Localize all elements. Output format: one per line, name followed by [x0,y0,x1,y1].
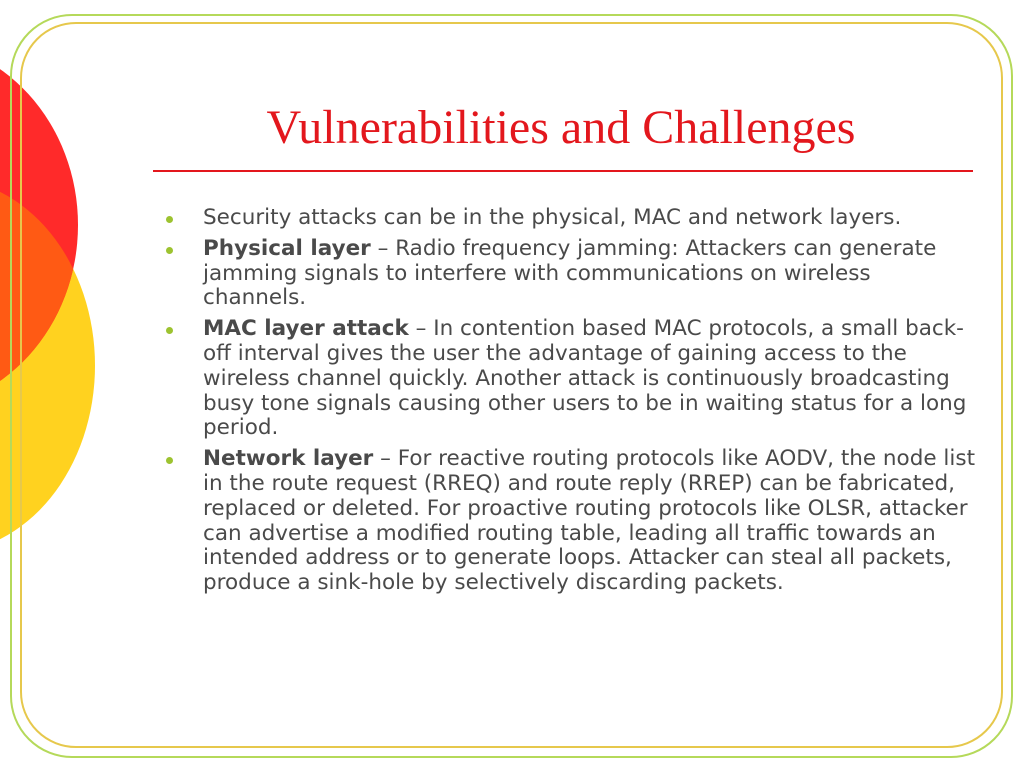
bullet-list [166,206,976,602]
bullet-dot-icon [166,216,173,223]
bullet-dot-icon [166,457,173,464]
bullet-text: Security attacks can be in the physical, MAC and network layers. [203,205,902,230]
bullet-item [166,447,976,596]
bullet-dot-icon [166,247,173,254]
bullet-text: – For reactive routing protocols like AODV, the node list in the route request (RREQ) and route reply (RREP) can be fabricated, replaced or deleted. For proactive routing protocols like OLSR, attacker can advertise a modified routing table, leading all traffic towards an intended address or to generate loops. Attacker can steal all packets, produce a sink-hole by selectively discarding packets. [203,446,976,596]
bullet-item [166,206,976,231]
bullet-text: – Radio frequency jamming: Attackers can generate jamming signals to interfere with communications on wireless channels. [203,235,937,311]
bullet-item [166,317,976,441]
bullet-text: – In contention based MAC protocols, a small back-off interval gives the user the advantage of gaining access to the wireless channel quickly. Another attack is continuously broadcasting busy tone signals causing other users to be in waiting status for a long period. [203,316,967,441]
slide-title: Vulnerabilities and Challenges [266,101,856,154]
bullet-lead: Network layer [203,446,374,472]
bullet-dot-icon [166,327,173,334]
bullet-lead: Physical layer [203,235,371,261]
title-underline [153,170,973,172]
bullet-lead: MAC layer attack [203,316,409,342]
bullet-item [166,237,976,311]
